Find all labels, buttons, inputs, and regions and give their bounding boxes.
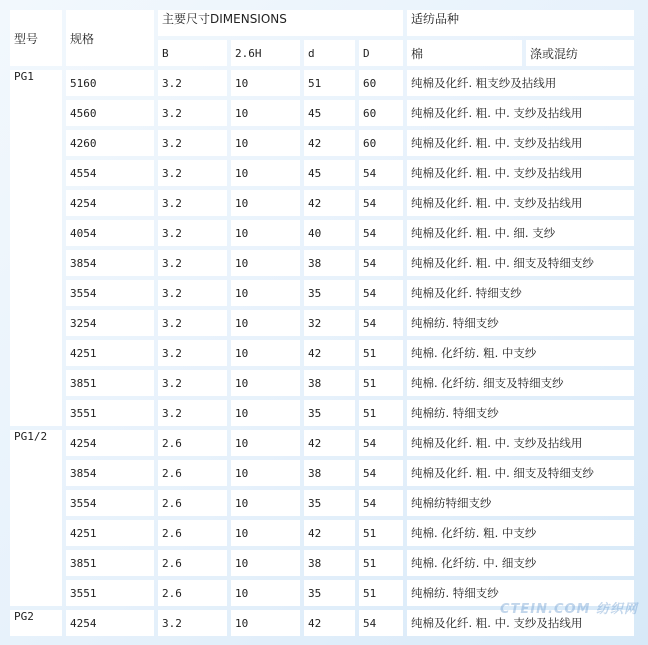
header-type: 型号: [10, 10, 62, 66]
inner-diameter-cell: 42: [304, 430, 355, 456]
b-cell: 3.2: [158, 340, 227, 366]
b-cell: 3.2: [158, 310, 227, 336]
h-cell: 10: [231, 130, 300, 156]
spec-cell: 4054: [66, 220, 154, 246]
h-cell: 10: [231, 70, 300, 96]
inner-diameter-cell: 35: [304, 280, 355, 306]
application-cell: 纯棉纺. 特细支纱: [407, 310, 634, 336]
inner-diameter-cell: 38: [304, 250, 355, 276]
application-cell: 纯棉纺. 特细支纱: [407, 400, 634, 426]
inner-diameter-cell: 45: [304, 100, 355, 126]
h-cell: 10: [231, 190, 300, 216]
outer-diameter-cell: 60: [359, 130, 403, 156]
table-row: [10, 580, 634, 606]
outer-diameter-cell: 54: [359, 310, 403, 336]
table-row: [10, 550, 634, 576]
outer-diameter-cell: 51: [359, 520, 403, 546]
spec-cell: 3254: [66, 310, 154, 336]
spec-cell: 3554: [66, 490, 154, 516]
spec-cell: 3551: [66, 580, 154, 606]
header-blend: 涤或混纺: [526, 40, 634, 66]
table-row: [10, 220, 634, 246]
outer-diameter-cell: 51: [359, 550, 403, 576]
inner-diameter-cell: 32: [304, 310, 355, 336]
h-cell: 10: [231, 370, 300, 396]
b-cell: 3.2: [158, 280, 227, 306]
spec-cell: 4560: [66, 100, 154, 126]
inner-diameter-cell: 38: [304, 550, 355, 576]
spec-cell: 4254: [66, 430, 154, 456]
outer-diameter-cell: 54: [359, 220, 403, 246]
outer-diameter-cell: 54: [359, 430, 403, 456]
type-cell: PG1/2: [10, 430, 62, 606]
spec-cell: 4251: [66, 520, 154, 546]
outer-diameter-cell: 54: [359, 250, 403, 276]
header-h: 2.6H: [231, 40, 300, 66]
b-cell: 2.6: [158, 490, 227, 516]
application-cell: 纯棉. 化纤纺. 粗. 中支纱: [407, 340, 634, 366]
table-row: [10, 460, 634, 486]
table-row: [10, 340, 634, 366]
header-cotton: 棉: [407, 40, 522, 66]
application-cell: 纯棉及化纤. 粗. 中. 支纱及拈线用: [407, 160, 634, 186]
table-row: [10, 130, 634, 156]
outer-diameter-cell: 54: [359, 460, 403, 486]
inner-diameter-cell: 42: [304, 340, 355, 366]
outer-diameter-cell: 51: [359, 580, 403, 606]
b-cell: 3.2: [158, 190, 227, 216]
spec-cell: 3551: [66, 400, 154, 426]
outer-diameter-cell: 54: [359, 190, 403, 216]
inner-diameter-cell: 35: [304, 580, 355, 606]
b-cell: 3.2: [158, 130, 227, 156]
inner-diameter-cell: 42: [304, 610, 355, 636]
spec-cell: 4554: [66, 160, 154, 186]
b-cell: 2.6: [158, 430, 227, 456]
h-cell: 10: [231, 100, 300, 126]
b-cell: 3.2: [158, 370, 227, 396]
h-cell: 10: [231, 550, 300, 576]
h-cell: 10: [231, 460, 300, 486]
application-cell: 纯棉及化纤. 特细支纱: [407, 280, 634, 306]
application-cell: 纯棉及化纤. 粗. 中. 细支及特细支纱: [407, 250, 634, 276]
application-cell: 纯棉及化纤. 粗. 中. 支纱及拈线用: [407, 100, 634, 126]
spec-cell: 4254: [66, 190, 154, 216]
b-cell: 3.2: [158, 610, 227, 636]
outer-diameter-cell: 54: [359, 280, 403, 306]
header-d-inner: d: [304, 40, 355, 66]
table-row: [10, 520, 634, 546]
h-cell: 10: [231, 160, 300, 186]
inner-diameter-cell: 38: [304, 460, 355, 486]
b-cell: 3.2: [158, 400, 227, 426]
application-cell: 纯棉. 化纤纺. 细支及特细支纱: [407, 370, 634, 396]
h-cell: 10: [231, 490, 300, 516]
h-cell: 10: [231, 340, 300, 366]
outer-diameter-cell: 51: [359, 340, 403, 366]
table-row: [10, 430, 634, 456]
h-cell: 10: [231, 400, 300, 426]
table-row: [10, 160, 634, 186]
application-cell: 纯棉及化纤. 粗. 中. 支纱及拈线用: [407, 430, 634, 456]
table-row: [10, 100, 634, 126]
spec-cell: 3854: [66, 460, 154, 486]
spec-cell: 3851: [66, 550, 154, 576]
header-b: B: [158, 40, 227, 66]
spec-cell: 3851: [66, 370, 154, 396]
spec-cell: 4260: [66, 130, 154, 156]
header-suitable: 适纺品种: [407, 10, 634, 36]
b-cell: 3.2: [158, 250, 227, 276]
outer-diameter-cell: 60: [359, 70, 403, 96]
h-cell: 10: [231, 610, 300, 636]
h-cell: 10: [231, 310, 300, 336]
spec-cell: 4251: [66, 340, 154, 366]
application-cell: 纯棉及化纤. 粗. 中. 支纱及拈线用: [407, 130, 634, 156]
inner-diameter-cell: 38: [304, 370, 355, 396]
header-spec: 规格: [66, 10, 154, 66]
h-cell: 10: [231, 580, 300, 606]
table-row: [10, 310, 634, 336]
inner-diameter-cell: 42: [304, 520, 355, 546]
b-cell: 3.2: [158, 160, 227, 186]
inner-diameter-cell: 42: [304, 130, 355, 156]
h-cell: 10: [231, 250, 300, 276]
h-cell: 10: [231, 280, 300, 306]
application-cell: 纯棉. 化纤纺. 中. 细支纱: [407, 550, 634, 576]
spec-table: [6, 6, 638, 640]
table-row: [10, 370, 634, 396]
spec-cell: 3854: [66, 250, 154, 276]
application-cell: 纯棉. 化纤纺. 粗. 中支纱: [407, 520, 634, 546]
b-cell: 2.6: [158, 550, 227, 576]
type-cell: PG2: [10, 610, 62, 636]
h-cell: 10: [231, 430, 300, 456]
table-row: [10, 490, 634, 516]
application-cell: 纯棉纺特细支纱: [407, 490, 634, 516]
application-cell: 纯棉及化纤. 粗. 中. 细支及特细支纱: [407, 460, 634, 486]
application-cell: 纯棉及化纤. 粗. 中. 细. 支纱: [407, 220, 634, 246]
outer-diameter-cell: 54: [359, 490, 403, 516]
application-cell: 纯棉及化纤. 粗. 中. 支纱及拈线用: [407, 610, 634, 636]
watermark-logo: CTEIN.COM 纺织网: [500, 602, 638, 617]
table-row: [10, 70, 634, 96]
b-cell: 2.6: [158, 460, 227, 486]
application-cell: 纯棉及化纤. 粗. 中. 支纱及拈线用: [407, 190, 634, 216]
b-cell: 3.2: [158, 220, 227, 246]
type-cell: PG1: [10, 70, 62, 426]
table-row: [10, 280, 634, 306]
h-cell: 10: [231, 520, 300, 546]
outer-diameter-cell: 51: [359, 400, 403, 426]
inner-diameter-cell: 42: [304, 190, 355, 216]
outer-diameter-cell: 60: [359, 100, 403, 126]
b-cell: 3.2: [158, 100, 227, 126]
b-cell: 2.6: [158, 520, 227, 546]
spec-cell: 5160: [66, 70, 154, 96]
h-cell: 10: [231, 220, 300, 246]
spec-cell: 4254: [66, 610, 154, 636]
outer-diameter-cell: 54: [359, 610, 403, 636]
b-cell: 2.6: [158, 580, 227, 606]
outer-diameter-cell: 54: [359, 160, 403, 186]
table-row: [10, 610, 634, 636]
table-row: [10, 190, 634, 216]
b-cell: 3.2: [158, 70, 227, 96]
table-row: [10, 400, 634, 426]
inner-diameter-cell: 40: [304, 220, 355, 246]
outer-diameter-cell: 51: [359, 370, 403, 396]
header-dimensions: 主要尺寸DIMENSIONS: [158, 10, 403, 36]
table-body: [10, 70, 634, 636]
application-cell: 纯棉纺. 特细支纱: [407, 580, 634, 606]
inner-diameter-cell: 35: [304, 490, 355, 516]
inner-diameter-cell: 45: [304, 160, 355, 186]
spec-cell: 3554: [66, 280, 154, 306]
table-row: [10, 250, 634, 276]
inner-diameter-cell: 51: [304, 70, 355, 96]
header-d-outer: D: [359, 40, 403, 66]
application-cell: 纯棉及化纤. 粗支纱及拈线用: [407, 70, 634, 96]
inner-diameter-cell: 35: [304, 400, 355, 426]
